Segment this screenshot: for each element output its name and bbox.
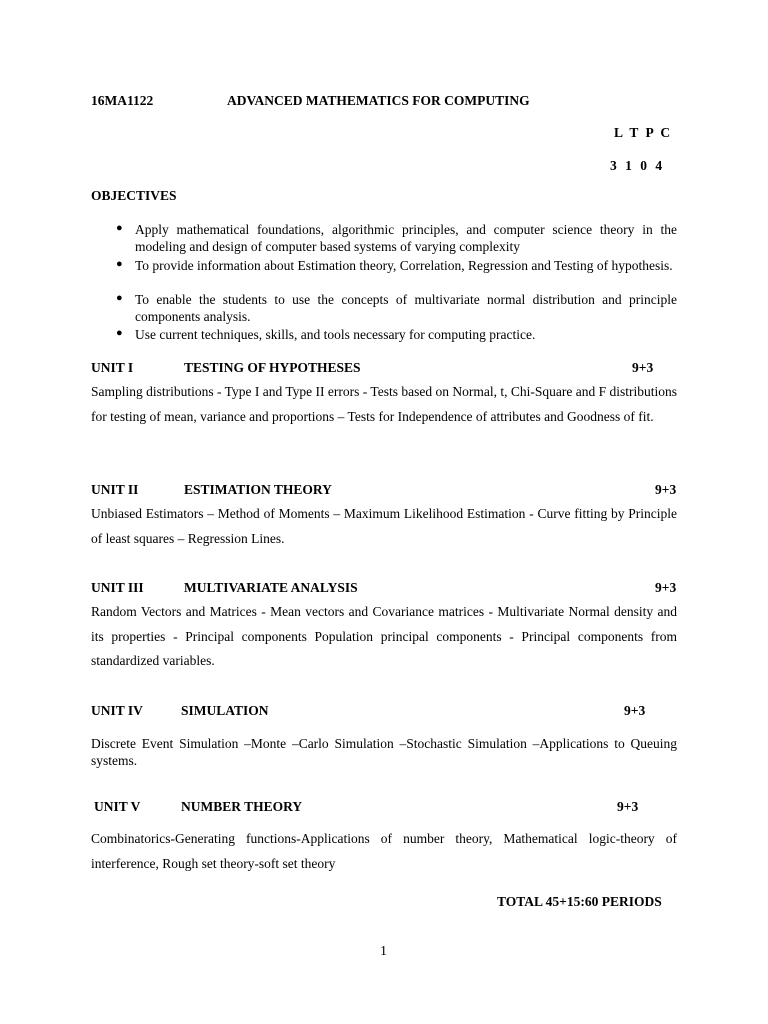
unit-title: MULTIVARIATE ANALYSIS bbox=[184, 580, 358, 595]
unit-title: ESTIMATION THEORY bbox=[184, 482, 332, 497]
objective-item: To enable the students to use the concepts of multivariate normal distribution and principle components analysis. bbox=[135, 292, 677, 324]
unit-label: UNIT IV bbox=[91, 703, 143, 718]
page-number: 1 bbox=[380, 944, 387, 959]
unit-title: TESTING OF HYPOTHESES bbox=[184, 360, 361, 375]
unit-title: NUMBER THEORY bbox=[181, 799, 303, 814]
objective-item: To provide information about Estimation theory, Correlation, Regression and Testing of hypothesis. bbox=[135, 258, 673, 273]
total-periods: TOTAL 45+15:60 PERIODS bbox=[497, 894, 662, 909]
bullet-icon: ● bbox=[116, 222, 123, 234]
bullet-icon: ● bbox=[116, 258, 123, 270]
unit-label: UNIT I bbox=[91, 360, 134, 375]
course-title: ADVANCED MATHEMATICS FOR COMPUTING bbox=[227, 93, 530, 108]
unit-content: Random Vectors and Matrices - Mean vectors and Covariance matrices - Multivariate Normal density and its properties - Principal components Population principal components - Principal components from standardized variables. bbox=[91, 604, 677, 668]
unit-hours: 9+3 bbox=[655, 580, 677, 595]
objective-item: Use current techniques, skills, and tools necessary for computing practice. bbox=[135, 327, 536, 342]
bullet-icon: ● bbox=[116, 292, 123, 304]
unit-hours: 9+3 bbox=[624, 703, 646, 718]
unit-label: UNIT V bbox=[94, 799, 141, 814]
unit-label: UNIT III bbox=[91, 580, 144, 595]
bullet-icon: ● bbox=[116, 327, 123, 339]
unit-content: Sampling distributions - Type I and Type II errors - Tests based on Normal, t, Chi-Square and F distributions for testing of mean, variance and proportions – Tests for Independence of attributes and Goodness of fit. bbox=[91, 384, 677, 424]
course-code: 16MA1122 bbox=[91, 93, 154, 108]
unit-content: Combinatorics-Generating functions-Applications of number theory, Mathematical logic-theory of interference, Rough set theory-soft set theory bbox=[91, 831, 677, 871]
unit-hours: 9+3 bbox=[617, 799, 639, 814]
ltpc-values: 3 1 0 4 bbox=[610, 158, 663, 173]
unit-content: Unbiased Estimators – Method of Moments – Maximum Likelihood Estimation - Curve fitting by Principle of least squares – Regression Lines. bbox=[91, 506, 677, 546]
unit-hours: 9+3 bbox=[632, 360, 654, 375]
objective-item: Apply mathematical foundations, algorithmic principles, and computer science theory in the modeling and design of computer based systems of varying complexity bbox=[135, 222, 677, 254]
ltpc-label: L T P C bbox=[614, 125, 671, 140]
unit-hours: 9+3 bbox=[655, 482, 677, 497]
unit-content: Discrete Event Simulation –Monte –Carlo Simulation –Stochastic Simulation –Applications to Queuing systems. bbox=[91, 736, 677, 768]
objectives-heading: OBJECTIVES bbox=[91, 188, 177, 203]
unit-label: UNIT II bbox=[91, 482, 139, 497]
unit-title: SIMULATION bbox=[181, 703, 269, 718]
